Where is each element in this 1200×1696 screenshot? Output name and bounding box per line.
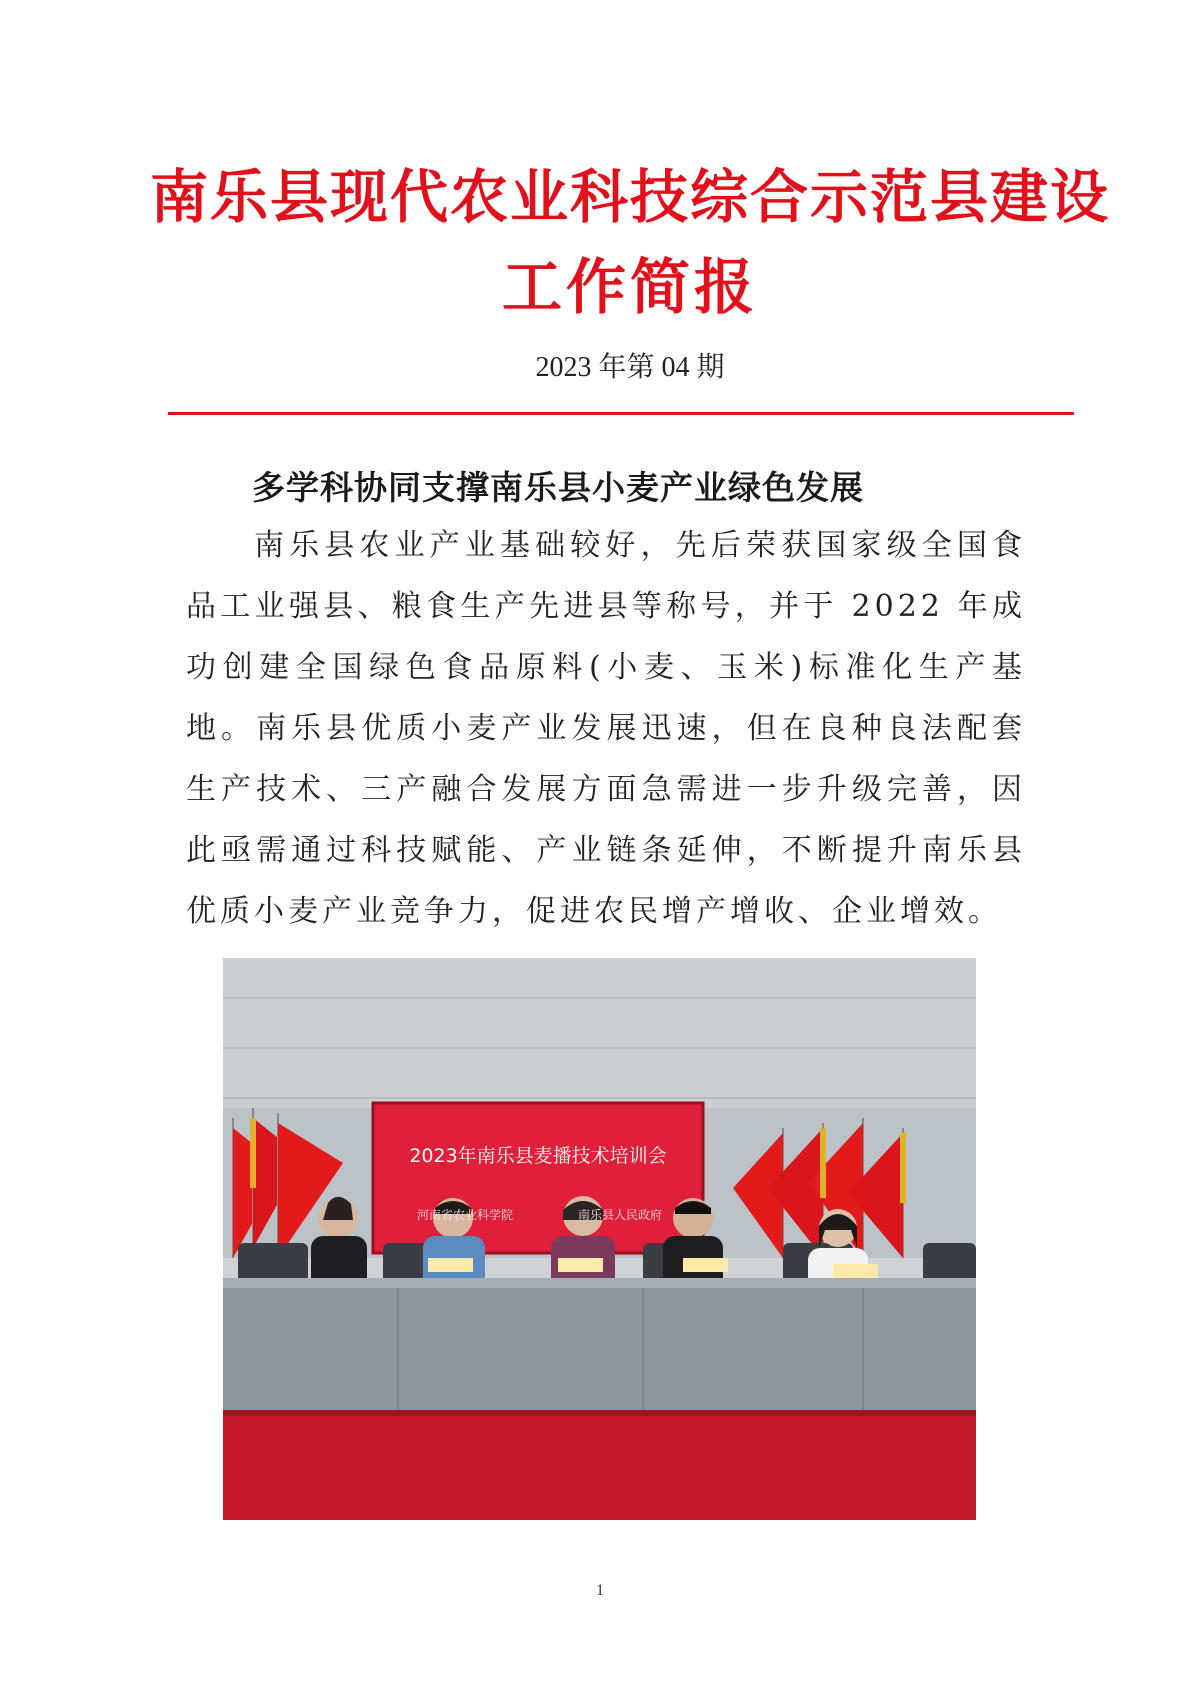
masthead-title-line2: 工作简报 <box>502 253 758 323</box>
screen-sub-left: 河南省农业科学院 <box>416 1208 513 1222</box>
page-number: 1 <box>596 1582 604 1599</box>
article-paragraph: 南乐县农业产业基础较好，先后荣获国家级全国食品工业强县、粮食生产先进县等称号，并于 2022 年成功创建全国绿色食品原料(小麦、玉米)标准化生产基地。南乐县优质小麦产业发展迅速，但在良种良法配套生产技术、三产融合发展方面急需进一步升级完善，因此亟需通过科技赋能、产业链条延伸，不断提升南乐县优质小麦产业竞争力，促进农民增产增收、企业增效。 <box>186 528 1026 929</box>
red-divider <box>168 412 1074 415</box>
issue-number: 2023 年第 04 期 <box>535 352 725 383</box>
screen-sub-right: 南乐县人民政府 <box>577 1208 662 1222</box>
screen-title: 2023年南乐县麦播技术培训会 <box>409 1145 667 1167</box>
masthead-title-line1: 南乐县现代农业科技综合示范县建设 <box>150 163 1111 231</box>
meeting-photo <box>223 958 976 1520</box>
article-headline: 多学科协同支撑南乐县小麦产业绿色发展 <box>252 468 864 507</box>
